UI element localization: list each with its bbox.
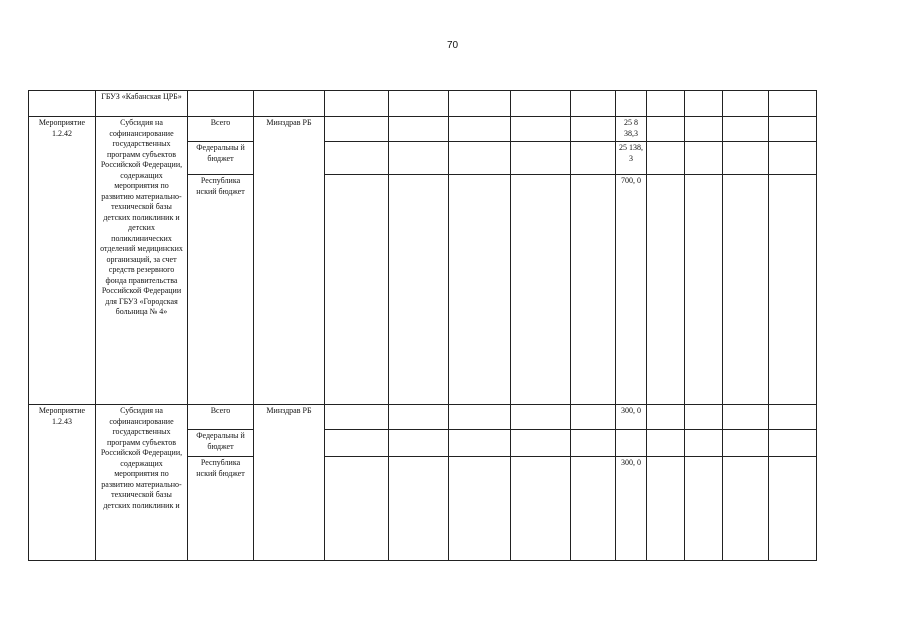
- empty-cell: [389, 430, 449, 457]
- empty-cell: [723, 142, 769, 175]
- value-cell: [616, 430, 647, 457]
- empty-cell: [571, 457, 616, 561]
- empty-cell: [449, 457, 511, 561]
- empty-cell: [449, 117, 511, 142]
- empty-cell: [685, 117, 723, 142]
- empty-cell: [389, 175, 449, 405]
- empty-cell: [389, 91, 449, 117]
- empty-cell: [325, 430, 389, 457]
- empty-cell: [685, 405, 723, 430]
- executor: Минздрав РБ: [254, 405, 325, 561]
- value-cell: 700, 0: [616, 175, 647, 405]
- empty-cell: [389, 405, 449, 430]
- empty-cell: [511, 405, 571, 430]
- funding-source: Республика нский бюджет: [188, 457, 254, 561]
- empty-cell: [723, 457, 769, 561]
- funding-source: Федеральны й бюджет: [188, 430, 254, 457]
- table-row: [29, 405, 817, 430]
- empty-cell: [685, 430, 723, 457]
- empty-cell: [325, 175, 389, 405]
- empty-cell: [325, 405, 389, 430]
- empty-cell: [647, 117, 685, 142]
- empty-cell: [685, 175, 723, 405]
- empty-cell: [769, 142, 817, 175]
- empty-cell: [389, 117, 449, 142]
- empty-cell: [449, 142, 511, 175]
- event-description: Субсидия на софинансирование государственных программ субъектов Российской Федерации, содержащих мероприятия по развитию материально-технической базы детских поликлиник и детских поликлинических отделений медицинских организаций, за счет средств резервного фонда правительства Российской Федерации для ГБУЗ «Городская больница № 4»: [96, 117, 188, 405]
- value-cell: 25 138, 3: [616, 142, 647, 175]
- event-description: Субсидия на софинансирование государственных программ субъектов Российской Федерации, содержащих мероприятия по развитию материально-технической базы детских поликлиник и: [96, 405, 188, 561]
- value-cell: 300, 0: [616, 457, 647, 561]
- empty-cell: [511, 430, 571, 457]
- empty-cell: [685, 142, 723, 175]
- event-code: Мероприятие 1.2.42: [29, 117, 96, 405]
- continuation-text: ГБУЗ «Кабанская ЦРБ»: [96, 91, 188, 117]
- empty-cell: [769, 91, 817, 117]
- empty-cell: [571, 142, 616, 175]
- empty-cell: [647, 457, 685, 561]
- empty-cell: [571, 91, 616, 117]
- budget-table: [28, 90, 817, 561]
- empty-cell: [723, 430, 769, 457]
- empty-cell: [254, 91, 325, 117]
- funding-source: Республика нский бюджет: [188, 175, 254, 405]
- empty-cell: [511, 91, 571, 117]
- empty-cell: [511, 142, 571, 175]
- empty-cell: [723, 91, 769, 117]
- empty-cell: [571, 430, 616, 457]
- funding-source: Всего: [188, 405, 254, 430]
- empty-cell: [571, 405, 616, 430]
- empty-cell: [647, 405, 685, 430]
- empty-cell: [511, 117, 571, 142]
- empty-cell: [647, 91, 685, 117]
- empty-cell: [769, 430, 817, 457]
- table-row: [29, 117, 817, 142]
- funding-source: Федеральны й бюджет: [188, 142, 254, 175]
- empty-cell: [449, 175, 511, 405]
- value-cell: 300, 0: [616, 405, 647, 430]
- empty-cell: [647, 175, 685, 405]
- empty-cell: [723, 175, 769, 405]
- empty-cell: [449, 91, 511, 117]
- empty-cell: [325, 142, 389, 175]
- executor: Минздрав РБ: [254, 117, 325, 405]
- empty-cell: [29, 91, 96, 117]
- empty-cell: [647, 430, 685, 457]
- empty-cell: [449, 430, 511, 457]
- event-code: Мероприятие 1.2.43: [29, 405, 96, 561]
- empty-cell: [389, 142, 449, 175]
- empty-cell: [571, 117, 616, 142]
- value-cell: 25 8 38,3: [616, 117, 647, 142]
- empty-cell: [325, 117, 389, 142]
- empty-cell: [769, 405, 817, 430]
- continuation-row: [29, 91, 817, 117]
- empty-cell: [389, 457, 449, 561]
- empty-cell: [188, 91, 254, 117]
- empty-cell: [511, 457, 571, 561]
- empty-cell: [723, 405, 769, 430]
- empty-cell: [769, 175, 817, 405]
- page-number: 70: [446, 40, 459, 51]
- empty-cell: [769, 117, 817, 142]
- empty-cell: [685, 457, 723, 561]
- empty-cell: [325, 91, 389, 117]
- empty-cell: [647, 142, 685, 175]
- funding-source: Всего: [188, 117, 254, 142]
- empty-cell: [511, 175, 571, 405]
- empty-cell: [325, 457, 389, 561]
- empty-cell: [449, 405, 511, 430]
- empty-cell: [616, 91, 647, 117]
- empty-cell: [571, 175, 616, 405]
- empty-cell: [723, 117, 769, 142]
- empty-cell: [685, 91, 723, 117]
- empty-cell: [769, 457, 817, 561]
